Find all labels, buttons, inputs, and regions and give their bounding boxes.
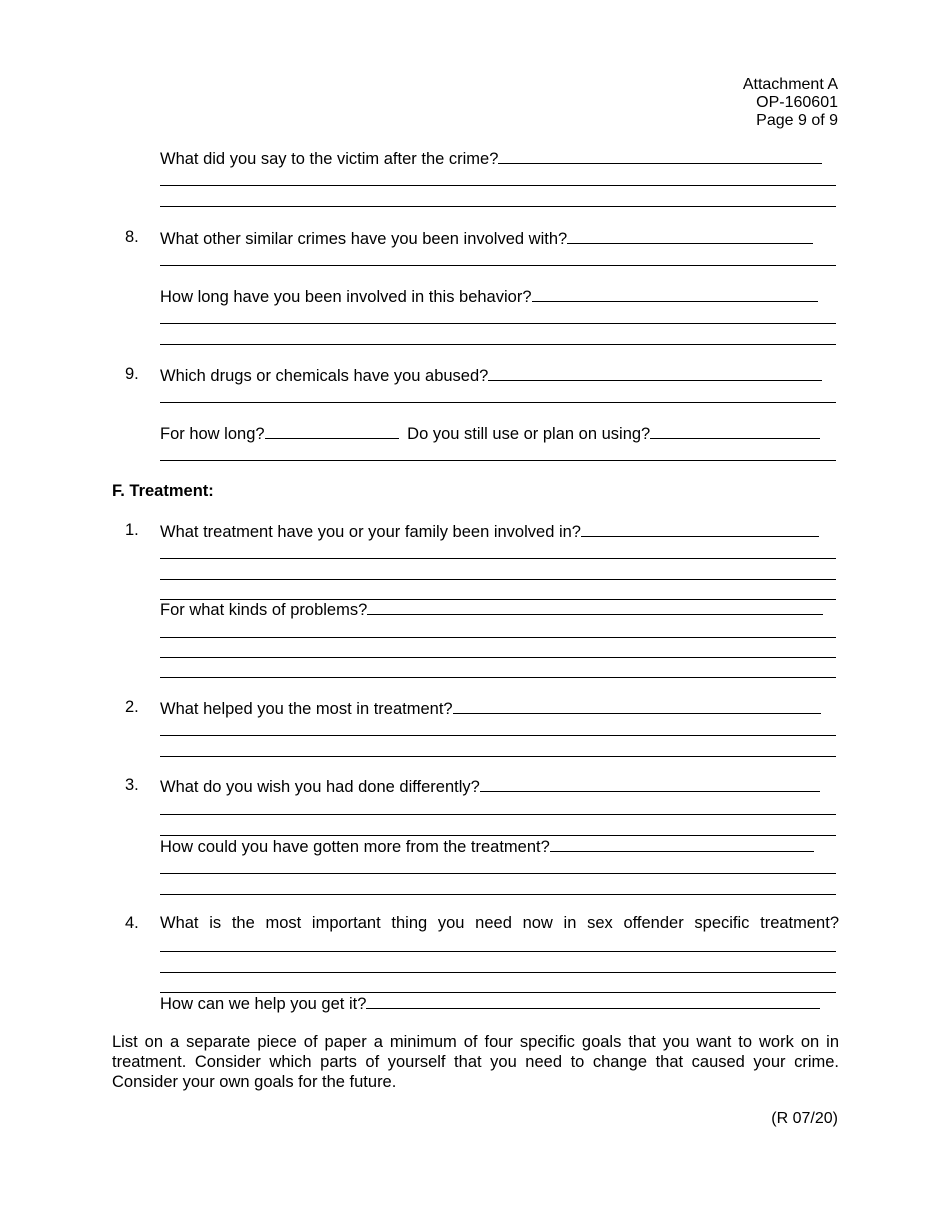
question-text: What do you wish you had done differently? bbox=[160, 778, 480, 796]
answer-line[interactable] bbox=[160, 402, 836, 403]
answer-line[interactable] bbox=[160, 894, 836, 895]
answer-blank[interactable] bbox=[265, 423, 399, 439]
form-number: OP-160601 bbox=[756, 94, 838, 111]
section-title: F. Treatment: bbox=[112, 482, 214, 500]
treatment-question-3 bbox=[160, 776, 836, 797]
answer-line[interactable] bbox=[160, 579, 836, 580]
treatment-question-1 bbox=[160, 521, 836, 542]
answer-line[interactable] bbox=[160, 735, 836, 736]
question-text: What other similar crimes have you been involved with? bbox=[160, 230, 568, 248]
question-text: What helped you the most in treatment? bbox=[160, 700, 453, 718]
question-number: 1. bbox=[125, 521, 139, 539]
answer-blank[interactable] bbox=[650, 423, 820, 439]
question-text: What did you say to the victim after the crime? bbox=[160, 150, 499, 168]
answer-blank[interactable] bbox=[366, 993, 820, 1009]
answer-blank[interactable] bbox=[367, 599, 823, 615]
answer-blank[interactable] bbox=[532, 286, 818, 302]
treatment-question-4-followup bbox=[160, 993, 836, 1014]
answer-line[interactable] bbox=[160, 972, 836, 973]
answer-line[interactable] bbox=[160, 814, 836, 815]
question-number: 4. bbox=[125, 914, 139, 932]
question-text: For what kinds of problems? bbox=[160, 601, 368, 619]
answer-blank[interactable] bbox=[581, 521, 819, 537]
answer-line[interactable] bbox=[160, 206, 836, 207]
question-number: 8. bbox=[125, 228, 139, 246]
answer-line[interactable] bbox=[160, 344, 836, 345]
question-text: How can we help you get it? bbox=[160, 995, 367, 1013]
question-victim-said bbox=[160, 148, 836, 169]
answer-line[interactable] bbox=[160, 756, 836, 757]
answer-blank[interactable] bbox=[498, 148, 822, 164]
question-text: How long have you been involved in this behavior? bbox=[160, 288, 532, 306]
question-9 bbox=[160, 365, 836, 386]
question-text: For how long? bbox=[160, 425, 265, 443]
question-text: What treatment have you or your family been involved in? bbox=[160, 523, 581, 541]
treatment-question-1-followup bbox=[160, 599, 836, 620]
answer-blank[interactable] bbox=[567, 228, 813, 244]
treatment-question-4: What is the most important thing you need now in sex offender specific treatment? bbox=[160, 914, 839, 932]
answer-line[interactable] bbox=[160, 873, 836, 874]
answer-line[interactable] bbox=[160, 637, 836, 638]
question-number: 2. bbox=[125, 698, 139, 716]
revision-date: (R 07/20) bbox=[771, 1110, 838, 1127]
page-header bbox=[743, 76, 838, 130]
question-text: Do you still use or plan on using? bbox=[407, 425, 651, 443]
answer-blank[interactable] bbox=[480, 776, 820, 792]
treatment-question-3-followup bbox=[160, 836, 836, 857]
attachment-label: Attachment A bbox=[742, 76, 838, 93]
answer-line[interactable] bbox=[160, 677, 836, 678]
answer-line[interactable] bbox=[160, 185, 836, 186]
answer-line[interactable] bbox=[160, 657, 836, 658]
answer-line[interactable] bbox=[160, 951, 836, 952]
question-9-followup bbox=[160, 423, 836, 444]
question-number: 9. bbox=[125, 365, 139, 383]
instructions-paragraph: List on a separate piece of paper a minimum of four specific goals that you want to work on in treatment. Consider which parts of yourself that you need to change that caused your crime. Consider your own goals for the future. bbox=[112, 1033, 839, 1091]
answer-blank[interactable] bbox=[488, 365, 822, 381]
treatment-question-2 bbox=[160, 698, 836, 719]
question-8 bbox=[160, 228, 836, 249]
question-text: Which drugs or chemicals have you abused? bbox=[160, 367, 489, 385]
answer-line[interactable] bbox=[160, 265, 836, 266]
answer-line[interactable] bbox=[160, 460, 836, 461]
answer-blank[interactable] bbox=[453, 698, 821, 714]
answer-blank[interactable] bbox=[550, 836, 814, 852]
question-number: 3. bbox=[125, 776, 139, 794]
question-text: How could you have gotten more from the treatment? bbox=[160, 838, 550, 856]
page-number: Page 9 of 9 bbox=[756, 112, 838, 129]
answer-line[interactable] bbox=[160, 323, 836, 324]
question-8-followup bbox=[160, 286, 836, 307]
answer-line[interactable] bbox=[160, 558, 836, 559]
